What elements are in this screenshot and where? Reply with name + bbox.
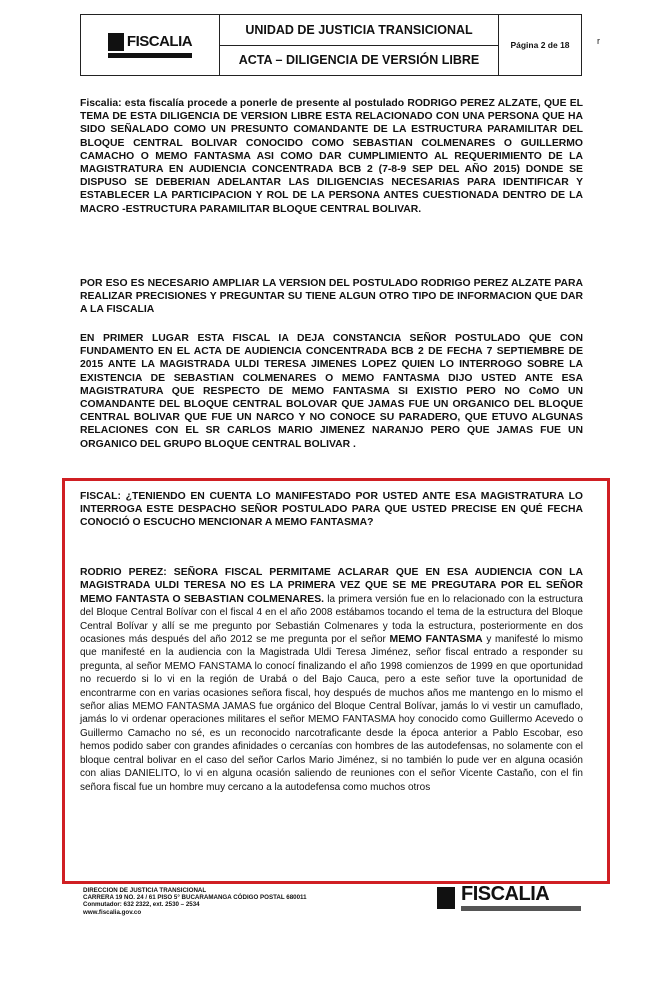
paragraph-constancia: EN PRIMER LUGAR ESTA FISCAL IA DEJA CONSTANCIA SEÑOR POSTULADO QUE CON FUNDAMENTO EN EL ACTA DE AUDIENCIA CONCENTRADA BCB 2 DE FECHA 7 SEPTIEMBRE DE 2015 ANTE LA MAGISTRADA ULDI TERESA JIMENES LOPEZ QUIEN LO INTERROGO SOBRE LA EXISTENCIA DE SEBASTIAN COLMENARES O MEMO FANTASMA DIJO USTED ANTE ESA MAGISTRATURA QUE RESPECTO DE MEMO FANTASMA SI EXISTIO PERO NO CoMO UN COMANDANTE DEL BLOQUE CENTRAL BOLOVAR QUE JAMAS FUE UN ORGANICO DEL BLOQUE CENTRAL BOLIVAR QUE FUE UN NARCO Y NO CONOCE SU PARADERO, QUE ETUVO ALGUNAS RELACIONES CON EL SR CARLOS MARIO JIMENEZ NARANJO PERO QUE JAMAS FUE UN ORGANICO DEL GRUPO BLOQUE CENTRAL BOLIVAR . — [80, 333, 583, 450]
fiscal-question: FISCAL: ¿TENIENDO EN CUENTA LO MANIFESTADO POR USTED ANTE ESA MAGISTRATURA LO INTERROGA ESTE DESPACHO SEÑOR POSTULADO PARA QUE USTED PRECISE EN QUÉ FECHA CONOCIÓ O ESCUCHO MENCIONAR A MEMO FANTASMA? — [80, 491, 583, 529]
header-logo — [81, 15, 220, 75]
fiscalia-emblem-icon — [437, 887, 455, 909]
header-logo-text: FISCALIA — [126, 33, 193, 50]
header-titles — [220, 15, 498, 75]
footer-logo — [437, 884, 581, 911]
answer-lead: RODRIO PEREZ: SEÑORA FISCAL PERMITAME ACLARAR QUE EN ESA AUDIENCIA CON LA MAGISTRADA ULDI TERESA NO ES LA PRIMERA VEZ QUE SE ME PREGUTARA POR EL SEÑOR MEMO FANTASTA O SEBASTIAN COLMENARES. — [80, 567, 583, 605]
margin-mark: r — [597, 36, 600, 46]
fiscalia-emblem-icon — [108, 33, 124, 51]
page-number: Página 2 de 18 — [498, 15, 581, 75]
answer-text-2: y manifesté lo mismo que manifesté en la audiencia con la Magistrada Uldi Teresa Jiménez, señor fiscal entrado a responder su pregunta, al señor MEMO FANSTAMA lo conocí finalizando el año 1998 comienzos de 1999 en que oportunidad no recuerdo si lo vi en la región de Urabá o del Bajo Cauca, pero a este señor tuve la oportunidad de encontrarme con en varias ocasiones señora fiscal, hoy después de muchos años me mantengo en lo mismo el señor alias MEMO FANTASMA JAMAS fue orgánico del Bloque Central Bolívar, jamás lo vi vestir un camuflado, jamás lo vi ordenar operaciones militares el señor MEMO FANTASMA hoy conocido como Guillermo Acevedo o Guillermo Camacho no sé, es un reconocido narcotraficante desde la época anterior a Pablo Escobar, eso hemos podido saber con grandes afinidades o cercanías con hombres de las autodefensas, no solamente con el bloque central bolivar en el caso del señor Carlos Mario Jiménez, si no también lo pude ver en alguna ocasión con alias DANIELITO, lo vi en alguna ocasión saliendo de reuniones con el señor Vicente Castaño, con el fin señora fiscal fue un hombre muy cercano a la autodefensa como muchos otros — [80, 634, 583, 793]
answer-bold-1: MEMO FANTASMA — [389, 634, 483, 646]
footer-line-2: CARRERA 19 NO. 24 / 61 PISO 5° BUCARAMANGA CÓDIGO POSTAL 680011 — [83, 894, 307, 902]
document-header — [80, 14, 582, 76]
logo-underline — [108, 53, 192, 58]
footer-logo-underline — [461, 906, 581, 911]
unit-title: UNIDAD DE JUSTICIA TRANSICIONAL — [220, 15, 498, 46]
footer-line-1: DIRECCION DE JUSTICIA TRANSICIONAL — [83, 887, 207, 894]
footer-line-3: Conmutador: 632 2322, ext. 2530 – 2534 — [83, 901, 200, 909]
postulado-answer — [80, 566, 583, 794]
paragraph-ampliar: POR ESO ES NECESARIO AMPLIAR LA VERSION DEL POSTULADO RODRIGO PEREZ ALZATE PARA REALIZAR PRECISIONES Y PREGUNTAR SU TIENE ALGUN OTRO TIPO DE INFORMACION QUE DAR A LA FISCALIA — [80, 278, 583, 316]
document-type: ACTA – DILIGENCIA DE VERSIÓN LIBRE — [238, 53, 480, 68]
paragraph-intro: Fiscalia: esta fiscalía procede a ponerle de presente al postulado RODRIGO PEREZ ALZATE, QUE EL TEMA DE ESTA DILIGENCIA DE VERSION LIBRE ESTA RELACIONADO CON UNA PERSONA QUE HA SIDO SEÑALADO COMO UN PRESUNTO COMANDANTE DE LA ESTRUCTURA PARAMILITAR DEL BLOQUE CENTRAL BOLIVAR CONOCIDO COMO SEBASTIAN COLMENARES O GUILLERMO CAMACHO O MEMO FANTASMA ASI COMO DAR CUMPLIMIENTO AL REQUERIMIENTO DE LA MAGISTRATURA EN AUDIENCIA CONCENTRADA BCB 2 (7-8-9 SEP DEL AÑO 2015) DONDE SE DISPUSO SE DEBERIAN ADELANTAR LAS DILIGENCIAS NECESARIAS PARA IDENTIFICAR Y ESTABLECER LA PARTICIPACION Y ROL DE LA PERSONA ANTES CUESTIONADA DENTRO DE LA MACRO -ESTRUCTURA PARAMILITAR BLOQUE CENTRAL BOLIVAR. — [80, 98, 583, 215]
answer-text-1: la primera versión fue en lo relacionado con la estructura del Bloque Central Bolívar con el fiscal 4 en el año 2008 estábamos tocando el tema de la estructura del Bloque Central Bolívar y allí se me pregunto por Sebastián Colmenares y toda la estructura, posteriormente en dos ocasiones más después del año 2012 se me pregunta por el señor — [80, 593, 583, 646]
document-footer — [83, 887, 307, 916]
footer-logo-text: FISCALIA — [461, 883, 550, 905]
footer-line-4: www.fiscalia.gov.co — [83, 908, 142, 916]
